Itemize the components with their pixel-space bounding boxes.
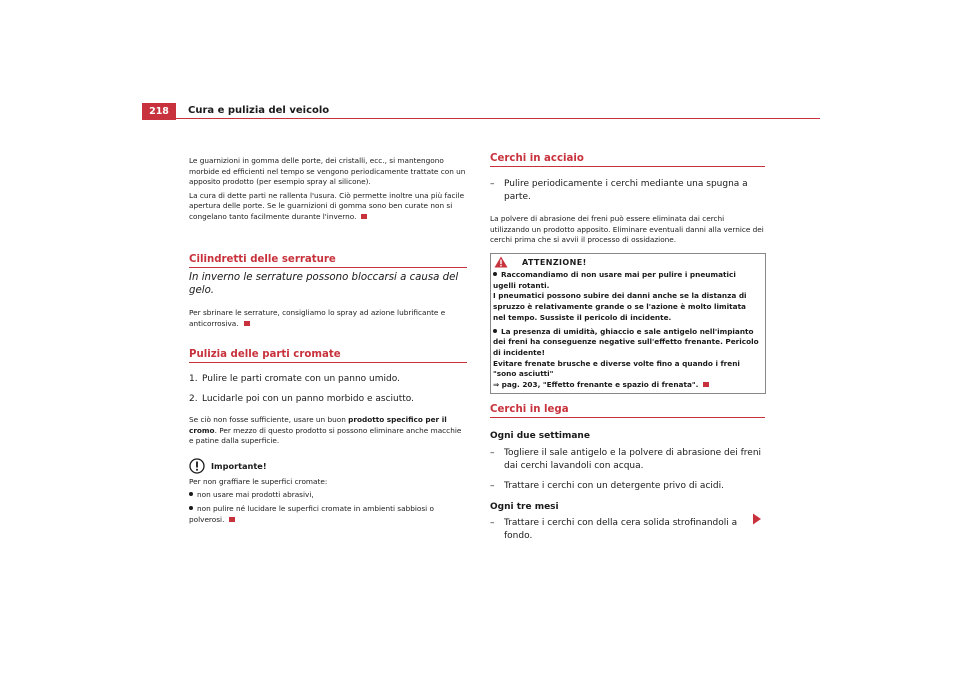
alloy-step: – Trattare i cerchi con della cera solida strofinandoli a fondo. xyxy=(490,518,738,541)
alloy-rims-section xyxy=(490,404,765,543)
alloy-step: – Togliere il sale antigelo e la polvere di abrasione dei freni dai cerchi lavandoli con acqua. xyxy=(490,448,762,471)
important-body xyxy=(189,477,467,525)
warning-box xyxy=(490,253,766,394)
important-title: Importante! xyxy=(211,460,267,471)
warning-header xyxy=(491,254,765,270)
bullet-icon xyxy=(493,272,497,276)
warning-bullet-2-body: Evitare frenate brusche e diverse volte fino a quando i freni "sono asciutti" xyxy=(493,358,740,379)
section-end-mark xyxy=(229,517,235,522)
header-divider xyxy=(142,118,820,119)
intro-paragraph-1: Le guarnizioni in gomma delle porte, dei cristalli, ecc., si mantengono morbide ed efficienti nel tempo se vengono periodicamente trattate con un apposito prodotto (per esempio spray al silicone). xyxy=(189,156,466,187)
warning-bullet-1: Raccomandiamo di non usare mai per pulire i pneumatici ugelli rotanti. xyxy=(493,270,736,290)
locks-heading: Cilindretti delle serrature xyxy=(189,254,467,268)
bullet-icon xyxy=(493,329,497,333)
bullet-icon xyxy=(189,492,193,496)
three-months-label: Ogni tre mesi xyxy=(490,502,559,512)
alloy-step: – Trattare i cerchi con un detergente privo di acidi. xyxy=(490,481,724,491)
warning-bullet-2: La presenza di umidità, ghiaccio e sale antigelo nell'impianto dei freni ha conseguenze negative sull'effetto frenante. Pericolo di incidente! xyxy=(493,326,759,357)
page-number: 218 xyxy=(142,103,176,120)
steel-rims-text: La polvere di abrasione dei freni può essere eliminata dai cerchi utilizzando un prodotto apposito. Eliminare eventuali danni alla vernice dei cerchi prima che si avvii il processo di ossidazione. xyxy=(490,214,764,245)
locks-text: Per sbrinare le serrature, consigliamo lo spray ad azione lubrificante e anticorrosiva. xyxy=(189,308,446,328)
warning-bullet-1-body: I pneumatici possono subire dei danni anche se la distanza di spruzzo è relativamente grande o se l'azione è molto limitata nel tempo. Sussiste il pericolo di incidente. xyxy=(493,291,747,322)
intro-paragraph-2: La cura di dette parti ne rallenta l'usura. Ciò permette inoltre una più facile apertura delle porte. Se le guarnizioni di gomma sono ben curate non si congelano tanto facilmente durante l'inverno. xyxy=(189,190,465,221)
steel-rims-section xyxy=(490,153,765,246)
section-end-mark xyxy=(361,214,367,219)
warning-triangle-icon xyxy=(494,256,508,268)
section-end-mark xyxy=(244,321,250,326)
intro-section xyxy=(189,156,467,223)
alloy-rims-heading: Cerchi in lega xyxy=(490,404,765,418)
two-weeks-label: Ogni due settimane xyxy=(490,431,590,441)
next-page-arrow-icon[interactable] xyxy=(752,513,762,525)
chrome-note: Se ciò non fosse sufficiente, usare un buon prodotto specifico per il cromo. Per mezzo di questo prodotto si possono eliminare anche macchie e patine dalla superficie. xyxy=(189,415,462,446)
locks-section xyxy=(189,254,467,329)
important-bullet: non usare mai prodotti abrasivi, xyxy=(189,490,467,501)
steel-rims-step: – Pulire periodicamente i cerchi mediante una spugna a parte. xyxy=(490,179,748,202)
page-header-title: Cura e pulizia del veicolo xyxy=(188,105,330,116)
important-bullet: non pulire né lucidare le superfici cromate in ambienti sabbiosi o polverosi. xyxy=(189,503,434,524)
page-reference-link[interactable]: ⇒ pag. 203, "Effetto frenante e spazio di frenata". xyxy=(493,380,699,390)
caution-icon xyxy=(189,458,205,474)
section-end-mark xyxy=(703,382,709,387)
chrome-heading: Pulizia delle parti cromate xyxy=(189,349,467,363)
warning-body xyxy=(491,270,765,393)
important-intro: Per non graffiare le superfici cromate: xyxy=(189,476,328,486)
important-header xyxy=(189,458,467,474)
steel-rims-heading: Cerchi in acciaio xyxy=(490,153,765,167)
bullet-icon xyxy=(189,506,193,510)
warning-reference xyxy=(493,380,761,391)
chrome-steps xyxy=(189,373,467,406)
chrome-step: 2. Lucidarle poi con un panno morbido e asciutto. xyxy=(189,394,414,404)
locks-subtitle: In inverno le serrature possono bloccarsi a causa del gelo. xyxy=(189,272,459,296)
chrome-step: 1. Pulire le parti cromate con un panno umido. xyxy=(189,374,400,384)
warning-title: ATTENZIONE! xyxy=(522,257,587,267)
chrome-section xyxy=(189,349,467,525)
